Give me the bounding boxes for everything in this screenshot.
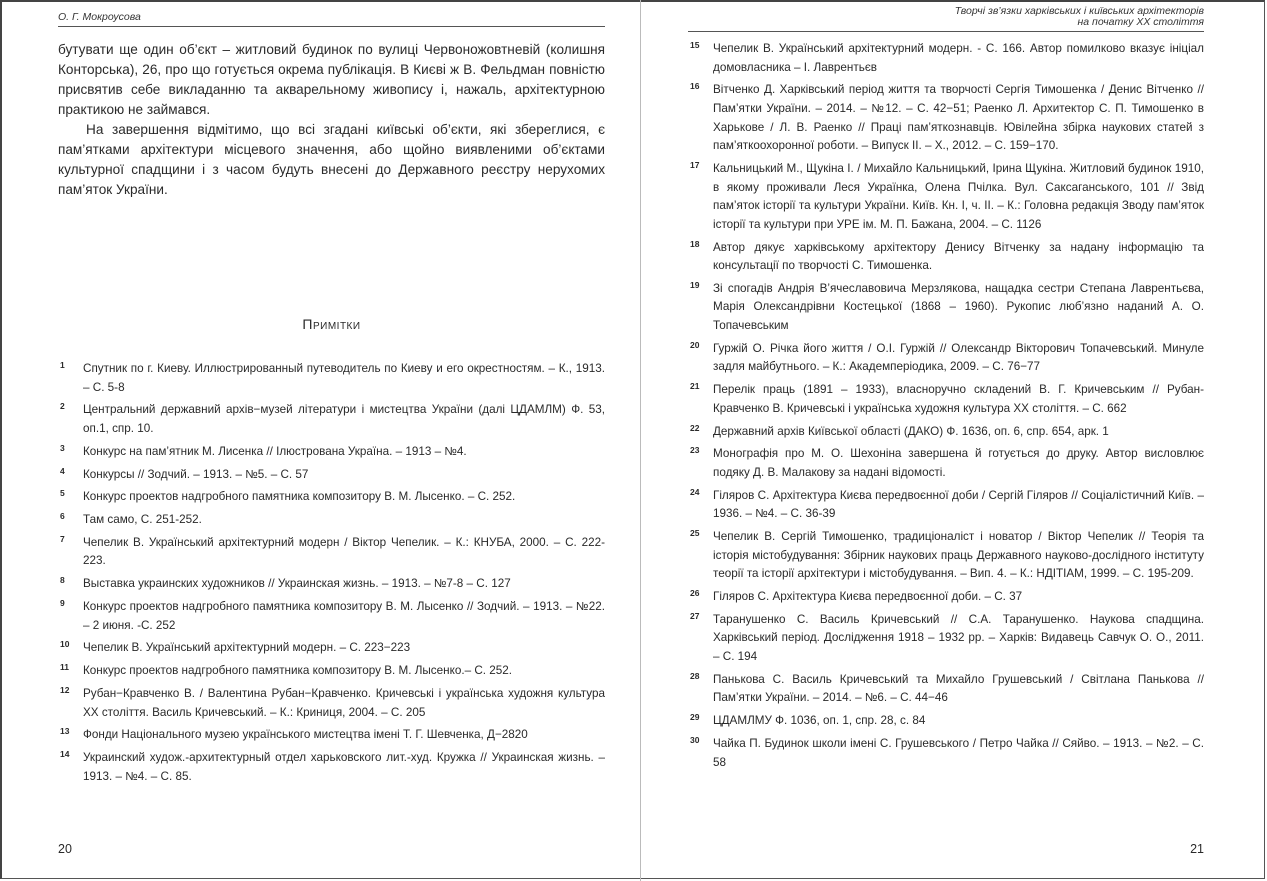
- note-number: 15: [690, 40, 700, 50]
- note-text: Спутник по г. Киеву. Иллюстрированный путеводитель по Киеву и его окрестностям. – К., 1913. – С. 5-8: [83, 362, 605, 394]
- note-item: [688, 40, 1204, 77]
- note-text: Панькова С. Василь Кричевський та Михайло Грушевський / Світлана Панькова // Пам’ятки України. – 2014. – №6. – С. 44−46: [713, 672, 1204, 705]
- note-item: [58, 726, 605, 745]
- note-text: Гіляров С. Архітектура Києва передвоєнної доби. – С. 37: [713, 590, 1023, 604]
- note-text: Автор дякує харківському архітектору Денису Вітченку за надану інформацію та консультації по творчості С. Тимошенка.: [713, 240, 1204, 273]
- note-text: Конкурсы // Зодчий. – 1913. – №5. – С. 57: [83, 467, 309, 481]
- note-text: Украинский худож.-архитектурный отдел харьковского лит.-худ. Кружка // Украинская жизнь. – 1913. – №4. – С. 85.: [83, 751, 605, 783]
- note-item: [688, 588, 1204, 607]
- note-number: 29: [690, 712, 700, 723]
- note-item: [58, 575, 605, 594]
- note-number: 8: [60, 575, 65, 586]
- note-number: 23: [690, 445, 700, 456]
- note-item: [58, 488, 605, 507]
- note-number: 12: [60, 684, 70, 695]
- note-number: 28: [690, 670, 700, 681]
- note-text: Чепелик В. Український архітектурний модерн. - С. 166. Автор помилково вказує ініціал домовласника – І. Лаврентьєв: [713, 42, 1204, 74]
- note-text: Вітченко Д. Харківський період життя та творчості Сергія Тимошенка / Денис Вітченко // Пам’ятки України. – 2014. – №12. – С. 42−51; Раенко Л. Архитектор С. П. Тимошенко в Харькове / Л. В. Раенко // Праці пам’яткознавців. Ювілейна збірка наукових статей з пам’яткоохоронної роботи. – Випуск ІІ. – Х., 2012. – С. 159−170.: [713, 83, 1204, 153]
- note-item: [688, 381, 1204, 418]
- note-number: 25: [690, 528, 700, 539]
- running-head-line: Творчі зв’язки харківських і київських архітекторів: [954, 5, 1204, 17]
- note-item: [688, 445, 1204, 482]
- note-item: [688, 239, 1204, 276]
- note-number: 10: [60, 639, 70, 650]
- note-text: Конкурс на пам’ятник М. Лисенка // Ілюстрована Україна. – 1913 – №4.: [83, 444, 467, 458]
- note-item: [688, 611, 1204, 667]
- note-text: Перелік праць (1891 – 1933), власноручно складений В. Г. Кричевським // Рубан-Кравченко В. Кричевські і українська художня культура ХХ століття. – С. 662: [713, 383, 1204, 415]
- note-text: Монографія про М. О. Шехоніна завершена й готується до друку. Автор висловлює подяку Д. В. Малакову за надані відомості.: [713, 447, 1204, 479]
- note-text: Там само, С. 251-252.: [83, 513, 202, 527]
- note-text: Конкурс проектов надгробного памятника композитору В. М. Лысенко // Зодчий. – 1913. – №22. – 2 июня. -С. 252: [83, 600, 605, 632]
- notes-list: [58, 360, 605, 791]
- note-item: [688, 528, 1204, 584]
- note-item: [688, 280, 1204, 336]
- paragraph: бутувати ще один об’єкт – житловий будинок по вулиці Червоножовтневій (колишня Конторська), 26, про що готується окрема публікація. В Києві ж В. Фельдман повністю присвятив себе викладанню та акварельному живопису і, нажаль, архітектурною практикою не займався.: [58, 42, 605, 117]
- body-text: [58, 40, 605, 200]
- note-number: 27: [690, 610, 700, 621]
- note-item: [58, 685, 605, 722]
- note-number: 16: [690, 81, 700, 92]
- note-number: 20: [690, 339, 700, 350]
- note-item: [58, 598, 605, 635]
- note-item: [58, 360, 605, 397]
- note-number: 1: [60, 360, 65, 370]
- note-number: 9: [60, 598, 65, 609]
- note-number: 5: [60, 488, 65, 499]
- notes-heading: Примітки: [302, 316, 361, 332]
- note-text: Чепелик В. Український архітектурний модерн / Віктор Чепелик. – К.: КНУБА, 2000. – С. 222-223.: [83, 535, 605, 568]
- note-text: Выставка украинских художников // Украинская жизнь. – 1913. – №7-8 – С. 127: [83, 577, 511, 591]
- note-text: Зі спогадів Андрія В’ячеславовича Мерзлякова, нащадка сестри Степана Лаврентьєва, Марія Олександрівни Костецької (1868 – 1960). Рукопис люб’язно наданий А. О. Топачевським: [713, 281, 1204, 333]
- note-number: 11: [60, 662, 69, 673]
- note-item: [688, 487, 1204, 524]
- note-text: Чепелик В. Сергій Тимошенко, традиціоналіст і новатор / Віктор Чепелик // Теорія та історія містобудування: Збірник наукових праць Державного науково-дослідного інституту теорії та історії архітектури і містобудування. – Вип. 4. – К.: НДІТІАМ, 1999. – С. 195-209.: [713, 530, 1204, 581]
- running-head-title: [688, 6, 1204, 32]
- paragraph: На завершення відмітимо, що всі згадані київські об’єкти, які збереглися, є пам’ятками архітектури місцевого значення, або щойно виявленими об’єктами культурної спадщини і з часом будуть внесені до Державного реєстру нерухомих пам’яток України.: [58, 122, 605, 197]
- note-number: 26: [690, 588, 700, 599]
- note-text: Чепелик В. Український архітектурний модерн. – С. 223−223: [83, 641, 411, 655]
- note-number: 3: [60, 442, 65, 453]
- page-number: 20: [58, 842, 72, 856]
- note-item: [58, 639, 605, 658]
- book-gutter: [640, 0, 641, 881]
- note-number: 30: [690, 735, 700, 745]
- note-text: Конкурс проектов надгробного памятника композитору В. М. Лысенко.– С. 252.: [83, 664, 513, 678]
- note-text: Гіляров С. Архітектура Києва передвоєнної доби / Сергій Гіляров // Соціалістичний Київ. – 1936. – №4. – С. 36-39: [713, 488, 1204, 521]
- note-item: [688, 81, 1204, 155]
- note-text: Кальницький М., Щукіна І. / Михайло Кальницький, Ірина Щукіна. Житловий будинок 1910, в якому проживали Леся Українка, Олена Пчілка. Вул. Саксаганського, 101 // Звід пам’яток історії та культури України. Київ. Кн. І, ч. ІІ. – К.: Головна редакція Зводу пам’яток історії та культури при УРЕ ім. М. П. Бажана, 2004. – С. 1126: [713, 161, 1204, 231]
- note-text: Державний архів Київської області (ДАКО) Ф. 1636, оп. 6, спр. 654, арк. 1: [713, 424, 1109, 438]
- running-head-line: на початку ХХ століття: [1077, 16, 1204, 28]
- note-text: Рубан−Кравченко В. / Валентина Рубан−Кравченко. Кричевські і українська художня культура ХХ століття. Василь Кричевський. – К.: Криниця, 2004. – С. 205: [83, 686, 605, 719]
- note-item: [58, 511, 605, 530]
- note-number: 24: [690, 486, 700, 497]
- note-item: [58, 401, 605, 438]
- note-number: 19: [690, 279, 700, 290]
- left-page: [58, 0, 605, 881]
- note-item: [58, 662, 605, 681]
- note-text: Таранушенко С. Василь Кричевський // С.А. Таранушенко. Наукова спадщина. Харківський період. Дослідження 1918 – 1932 рр. – Харків: Видавець Савчук О. О., 2011. – С. 194: [713, 612, 1204, 664]
- note-item: [688, 340, 1204, 377]
- note-item: [688, 423, 1204, 442]
- note-text: Фонди Національного музею українського мистецтва імені Т. Г. Шевченка, Д−2820: [83, 728, 528, 742]
- note-text: Гуржій О. Річка його життя / О.І. Гуржій // Олександр Вікторович Топачевський. Минуле задля майбутнього. – К.: Академперіодика, 2009. – С. 76−77: [713, 341, 1204, 374]
- note-number: 14: [60, 749, 70, 760]
- note-number: 18: [690, 238, 700, 249]
- note-number: 21: [690, 381, 700, 392]
- running-head-author: О. Г. Мокроусова: [58, 12, 605, 27]
- note-item: [58, 443, 605, 462]
- note-number: 17: [690, 159, 700, 170]
- note-number: 4: [60, 465, 65, 476]
- page-number: 21: [1190, 842, 1204, 856]
- note-number: 22: [690, 422, 700, 433]
- note-text: Чайка П. Будинок школи імені С. Грушевського / Петро Чайка // Сяйво. – 1913. – №2. – С. 58: [713, 737, 1204, 769]
- right-page: [688, 0, 1204, 881]
- note-number: 6: [60, 511, 65, 522]
- note-text: ЦДАМЛМУ Ф. 1036, оп. 1, спр. 28, с. 84: [713, 714, 926, 728]
- note-number: 13: [60, 726, 70, 737]
- note-item: [58, 534, 605, 571]
- note-item: [688, 712, 1204, 731]
- note-item: [688, 671, 1204, 708]
- note-number: 2: [60, 401, 65, 412]
- notes-list: [688, 40, 1204, 776]
- note-item: [58, 749, 605, 786]
- note-item: [688, 160, 1204, 234]
- note-item: [58, 466, 605, 485]
- note-text: Конкурс проектов надгробного памятника композитору В. М. Лысенко. – С. 252.: [83, 490, 516, 504]
- note-number: 7: [60, 533, 65, 544]
- note-item: [688, 735, 1204, 772]
- note-text: Центральний державний архів−музей літератури і мистецтва України (далі ЦДАМЛМ) Ф. 53, оп.1, спр. 10.: [83, 403, 605, 435]
